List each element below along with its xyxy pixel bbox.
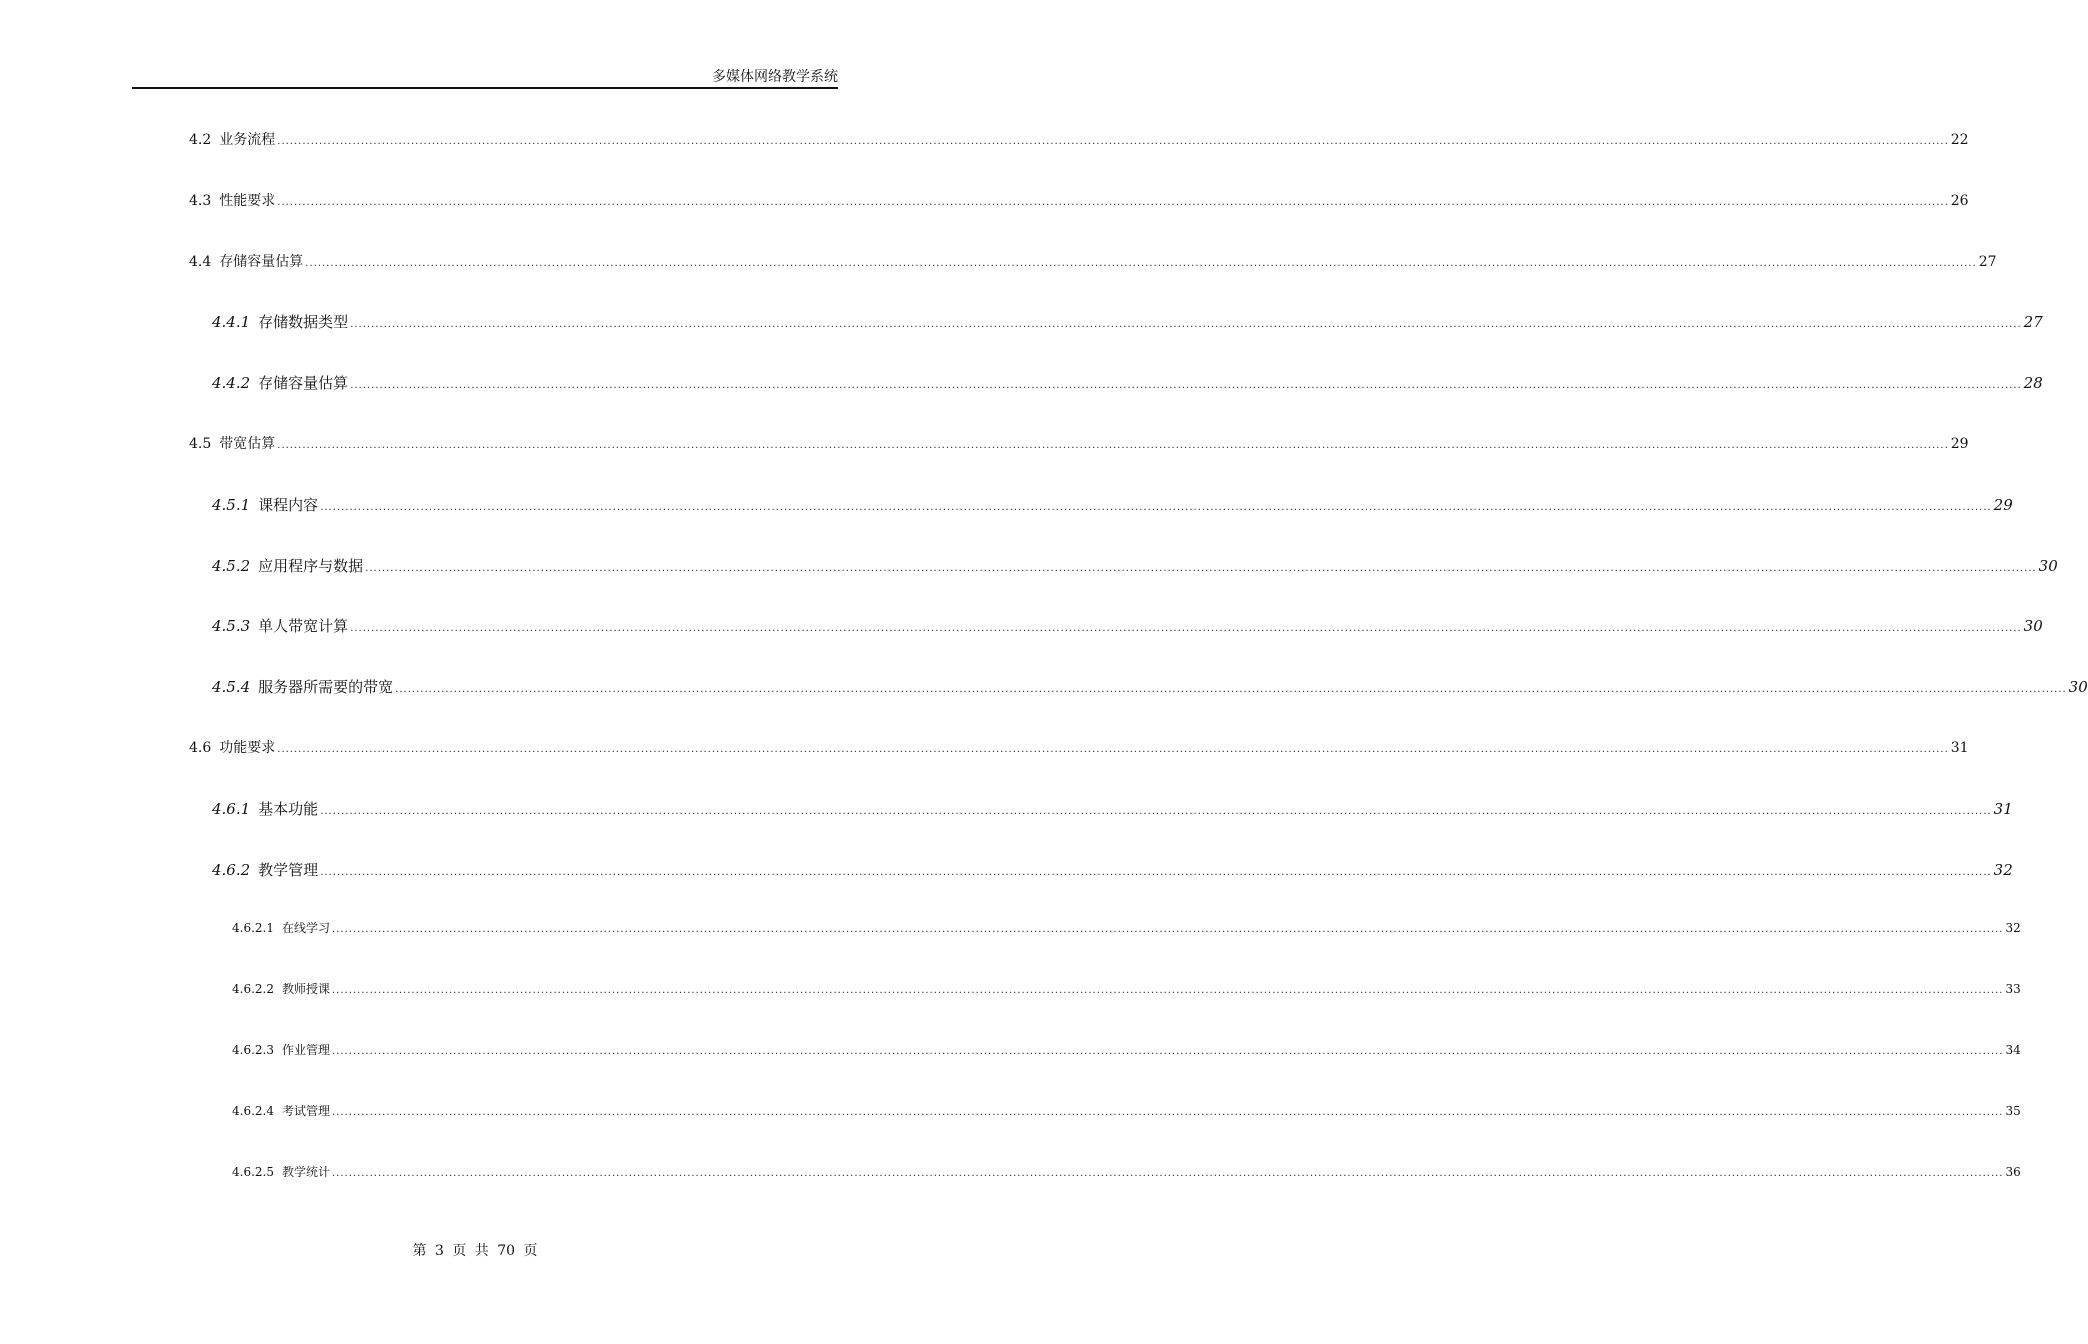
toc-page: 36 [2005,1164,2021,1179]
toc-title: 单人带宽计算 [258,617,349,636]
toc-number: 4.5 [189,436,212,452]
toc-leader: ................................................................................................................................................................................................................................................................................................................................................................................................................ [365,562,2037,574]
toc-title: 课程内容 [258,495,319,514]
toc-leader: ................................................................................................................................................................................................................................................................................................................................................................................................................ [277,196,1949,208]
toc-entry-4-5-1[interactable] [212,494,2013,514]
toc-entry-4-6-2-3[interactable] [232,1041,2021,1061]
toc-entry-4-6-2-4[interactable] [232,1102,2021,1122]
toc-page: 31 [1950,740,1969,756]
toc-entry-4-6-2[interactable] [212,859,2013,879]
toc-number: 4.3 [189,192,212,209]
toc-title: 基本功能 [258,799,319,818]
toc-number: 4.4 [189,253,212,270]
toc-leader: ................................................................................................................................................................................................................................................................................................................................................................................................................ [350,623,2022,635]
toc-entry-4-6-2-2[interactable] [232,980,2021,1000]
toc-entry-4-4-1[interactable] [212,311,2043,332]
toc-entry-4-4-2[interactable] [212,372,2043,393]
toc-title: 存储数据类型 [258,313,349,332]
toc-page: 26 [1950,192,1969,209]
toc-number: 4.4.2 [212,374,251,393]
toc-number: 4.6.2 [212,860,251,879]
toc-leader: ................................................................................................................................................................................................................................................................................................................................................................................................................ [305,257,1977,269]
toc-number: 4.5.2 [212,556,251,575]
toc-leader: ................................................................................................................................................................................................................................................................................................................................................................................................................ [332,985,2004,997]
toc-page: 32 [2005,921,2021,936]
toc-page: 30 [2068,678,2088,697]
toc-entry-4-5-2[interactable] [212,555,2058,575]
toc-title: 存储容量估算 [258,374,349,393]
toc-page: 30 [2023,617,2043,636]
toc-entry-4-5[interactable] [189,433,1969,453]
toc-number: 4.6.2.1 [232,921,274,936]
toc-number: 4.4.1 [212,313,251,332]
toc-entry-4-3[interactable] [189,190,1969,210]
toc-title: 存储容量估算 [219,253,304,270]
toc-page: 27 [2023,313,2043,332]
toc-leader: ................................................................................................................................................................................................................................................................................................................................................................................................................ [320,501,1992,513]
toc-entry-4-6-2-5[interactable] [232,1163,2021,1183]
toc-title: 教学统计 [281,1164,330,1179]
toc-title: 应用程序与数据 [258,556,364,575]
toc-title: 考试管理 [281,1103,330,1118]
toc-title: 作业管理 [281,1043,330,1057]
toc-number: 4.5.4 [212,678,251,697]
running-header: 多媒体网络教学系统 [712,69,838,85]
toc-leader: ................................................................................................................................................................................................................................................................................................................................................................................................................ [277,440,1949,451]
toc-number: 4.6.2.3 [232,1043,274,1057]
toc-page: 30 [2038,556,2058,575]
toc-number: 4.6.2.2 [232,982,274,997]
toc-title: 在线学习 [281,921,330,936]
toc-number: 4.6 [189,740,212,756]
toc-number: 4.5.1 [212,495,251,514]
toc-page: 31 [1993,799,2013,818]
toc-leader: ................................................................................................................................................................................................................................................................................................................................................................................................................ [395,684,2067,696]
toc-page: 27 [1978,253,1997,270]
toc-page: 35 [2005,1103,2021,1118]
toc-number: 4.6.2.4 [232,1103,274,1118]
toc-leader: ................................................................................................................................................................................................................................................................................................................................................................................................................ [350,380,2022,392]
toc-leader: ................................................................................................................................................................................................................................................................................................................................................................................................................ [332,924,2004,936]
toc-page: 28 [2023,374,2043,393]
toc-leader: ................................................................................................................................................................................................................................................................................................................................................................................................................ [320,866,1992,878]
toc-number: 4.6.2.5 [232,1164,274,1179]
toc-leader: ................................................................................................................................................................................................................................................................................................................................................................................................................ [320,805,1992,817]
toc-entry-4-6-2-1[interactable] [232,919,2021,939]
toc-leader: ................................................................................................................................................................................................................................................................................................................................................................................................................ [350,319,2022,331]
toc-page: 33 [2005,982,2021,997]
toc-title: 性能要求 [219,192,276,209]
toc-page: 29 [1993,495,2013,514]
toc-leader: ................................................................................................................................................................................................................................................................................................................................................................................................................ [277,744,1949,755]
toc-page: 29 [1950,436,1969,452]
toc-entry-4-6-1[interactable] [212,798,2013,818]
toc-entry-4-5-4[interactable] [212,676,2088,697]
toc-page: 32 [1993,860,2013,879]
toc-page: 34 [2005,1043,2021,1057]
toc-number: 4.6.1 [212,799,251,818]
toc-entry-4-5-3[interactable] [212,615,2043,636]
toc-leader: ................................................................................................................................................................................................................................................................................................................................................................................................................ [332,1106,2004,1118]
toc-title: 业务流程 [219,132,276,148]
toc-number: 4.5.3 [212,617,251,636]
toc-entry-4-2[interactable] [189,129,1969,149]
toc-leader: ................................................................................................................................................................................................................................................................................................................................................................................................................ [332,1167,2004,1179]
toc-title: 教师授课 [281,982,330,997]
toc-entry-4-6[interactable] [189,737,1969,757]
toc-title: 带宽估算 [219,436,276,452]
toc-entry-4-4[interactable] [189,251,1997,271]
header-rule [132,87,838,89]
toc-leader: ................................................................................................................................................................................................................................................................................................................................................................................................................ [277,136,1949,147]
toc-title: 服务器所需要的带宽 [258,678,394,697]
toc-title: 教学管理 [258,860,319,879]
toc-leader: ................................................................................................................................................................................................................................................................................................................................................................................................................ [332,1046,2004,1057]
toc-number: 4.2 [189,132,212,148]
toc-title: 功能要求 [219,740,276,756]
page-footer: 第 3 页 共 70 页 [412,1243,538,1259]
toc-page: 22 [1950,132,1969,148]
